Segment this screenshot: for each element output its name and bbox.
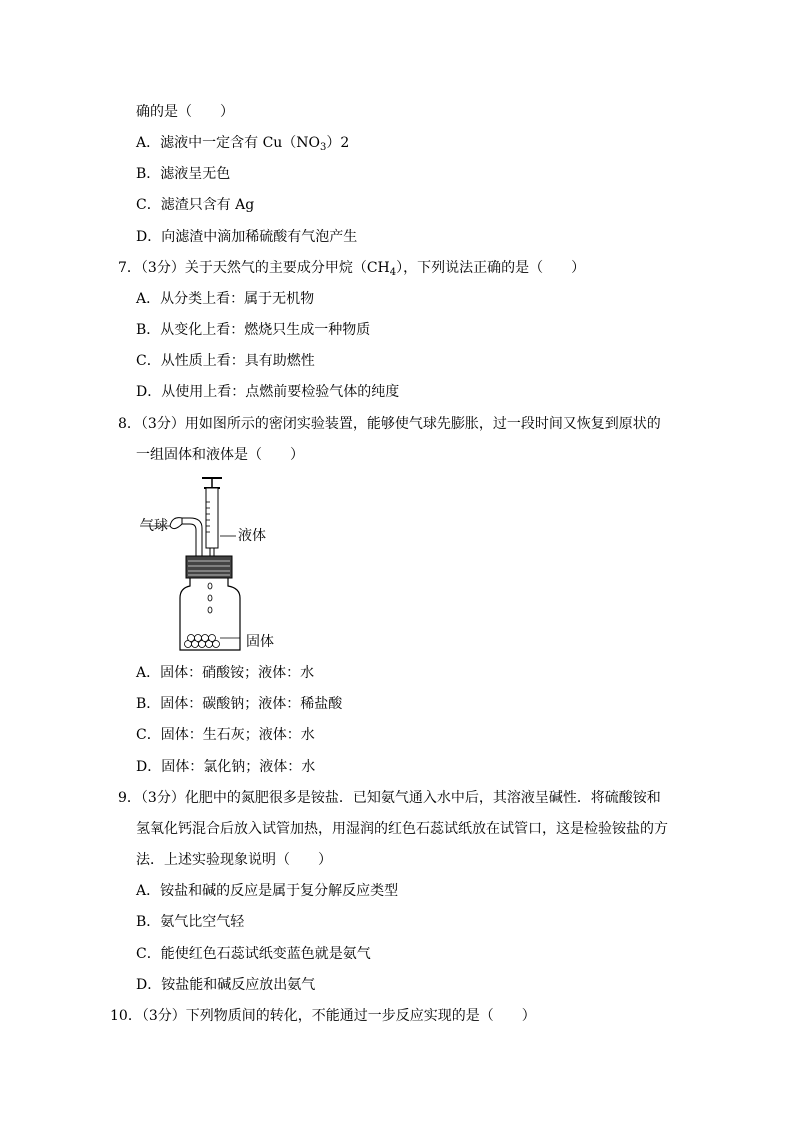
q6-option-d-letter: D．	[136, 229, 162, 245]
q9-option-b: B．氨气比空气轻	[136, 914, 245, 930]
q7-stem-subscript: 4	[389, 267, 397, 278]
solid-label: 固体	[246, 634, 274, 650]
q6-stem-continuation: 确的是（ ）	[136, 104, 234, 120]
liquid-label: 液体	[238, 528, 266, 544]
q6-option-a-letter: A．	[136, 135, 161, 151]
q8-option-b: B．固体：碳酸钠；液体：稀盐酸	[136, 696, 343, 712]
q6-option-c-letter: C．	[136, 197, 161, 213]
syringe-barrel	[206, 488, 218, 548]
q6-option-d-text: 向滤渣中滴加稀硫酸有气泡产生	[161, 229, 358, 245]
q7-option-a: A．从分类上看：属于无机物	[136, 291, 315, 307]
q9-option-d: D．铵盐能和碱反应放出氨气	[136, 977, 316, 993]
q8-option-a: A．固体：硝酸铵；液体：水	[136, 665, 315, 681]
liquid-drop	[208, 607, 212, 613]
q9-option-c: C．能使红色石蕊试纸变蓝色就是氨气	[136, 946, 371, 962]
balloon-label: 气球	[140, 518, 168, 534]
q6-option-a-subscript: 3	[320, 142, 327, 153]
q6-option-d	[136, 227, 357, 247]
q7-option-d: D．从使用上看：点燃前要检验气体的纯度	[136, 384, 400, 400]
q9-stem-line1: 9．（3分）化肥中的氮肥很多是铵盐．已知氨气通入水中后，其溶液呈碱性．将硫酸铵和	[118, 790, 661, 806]
q7-option-c: C．从性质上看：具有助燃性	[136, 353, 315, 369]
q7-stem	[118, 258, 585, 278]
q9-stem-line2: 氢氧化钙混合后放入试管加热，用湿润的红色石蕊试纸放在试管口，这是检验铵盐的方	[136, 821, 668, 837]
q8-stem-line2: 一组固体和液体是（ ）	[136, 447, 304, 463]
liquid-drop	[208, 595, 212, 601]
q9-stem-line3: 法．上述实验现象说明（ ）	[136, 852, 332, 868]
balloon	[170, 518, 182, 529]
q6-option-b-text: 滤液呈无色	[160, 166, 231, 182]
q6-option-a-text: 滤液中一定含有 Cu（NO	[160, 135, 321, 151]
q7-stem-a: 7．（3分）关于天然气的主要成分甲烷（CH	[118, 260, 390, 276]
q7-option-b: B．从变化上看：燃烧只生成一种物质	[136, 322, 371, 338]
q7-stem-b: ），下列说法正确的是（ ）	[396, 260, 586, 276]
q8-stem-line1: 8．（3分）用如图所示的密闭实验装置，能够使气球先膨胀，过一段时间又恢复到原状的	[118, 416, 661, 432]
q6-option-b-letter: B．	[136, 166, 161, 182]
liquid-drop	[208, 583, 212, 589]
q6-option-c	[136, 195, 254, 215]
solid-particles	[185, 635, 220, 648]
q6-option-c-text: 滤渣只含有 Ag	[160, 197, 255, 213]
apparatus-diagram	[136, 474, 286, 654]
q6-option-a	[136, 133, 349, 153]
q8-option-d: D．固体：氯化钠；液体：水	[136, 759, 316, 775]
q8-option-c: C．固体：生石灰；液体：水	[136, 727, 315, 743]
q10-stem: 10．（3分）下列物质间的转化，不能通过一步反应实现的是（ ）	[110, 1008, 536, 1024]
q6-option-b	[136, 164, 230, 184]
q9-option-a: A．铵盐和碱的反应是属于复分解反应类型	[136, 883, 399, 899]
q6-option-a-tail: ）2	[326, 135, 350, 151]
